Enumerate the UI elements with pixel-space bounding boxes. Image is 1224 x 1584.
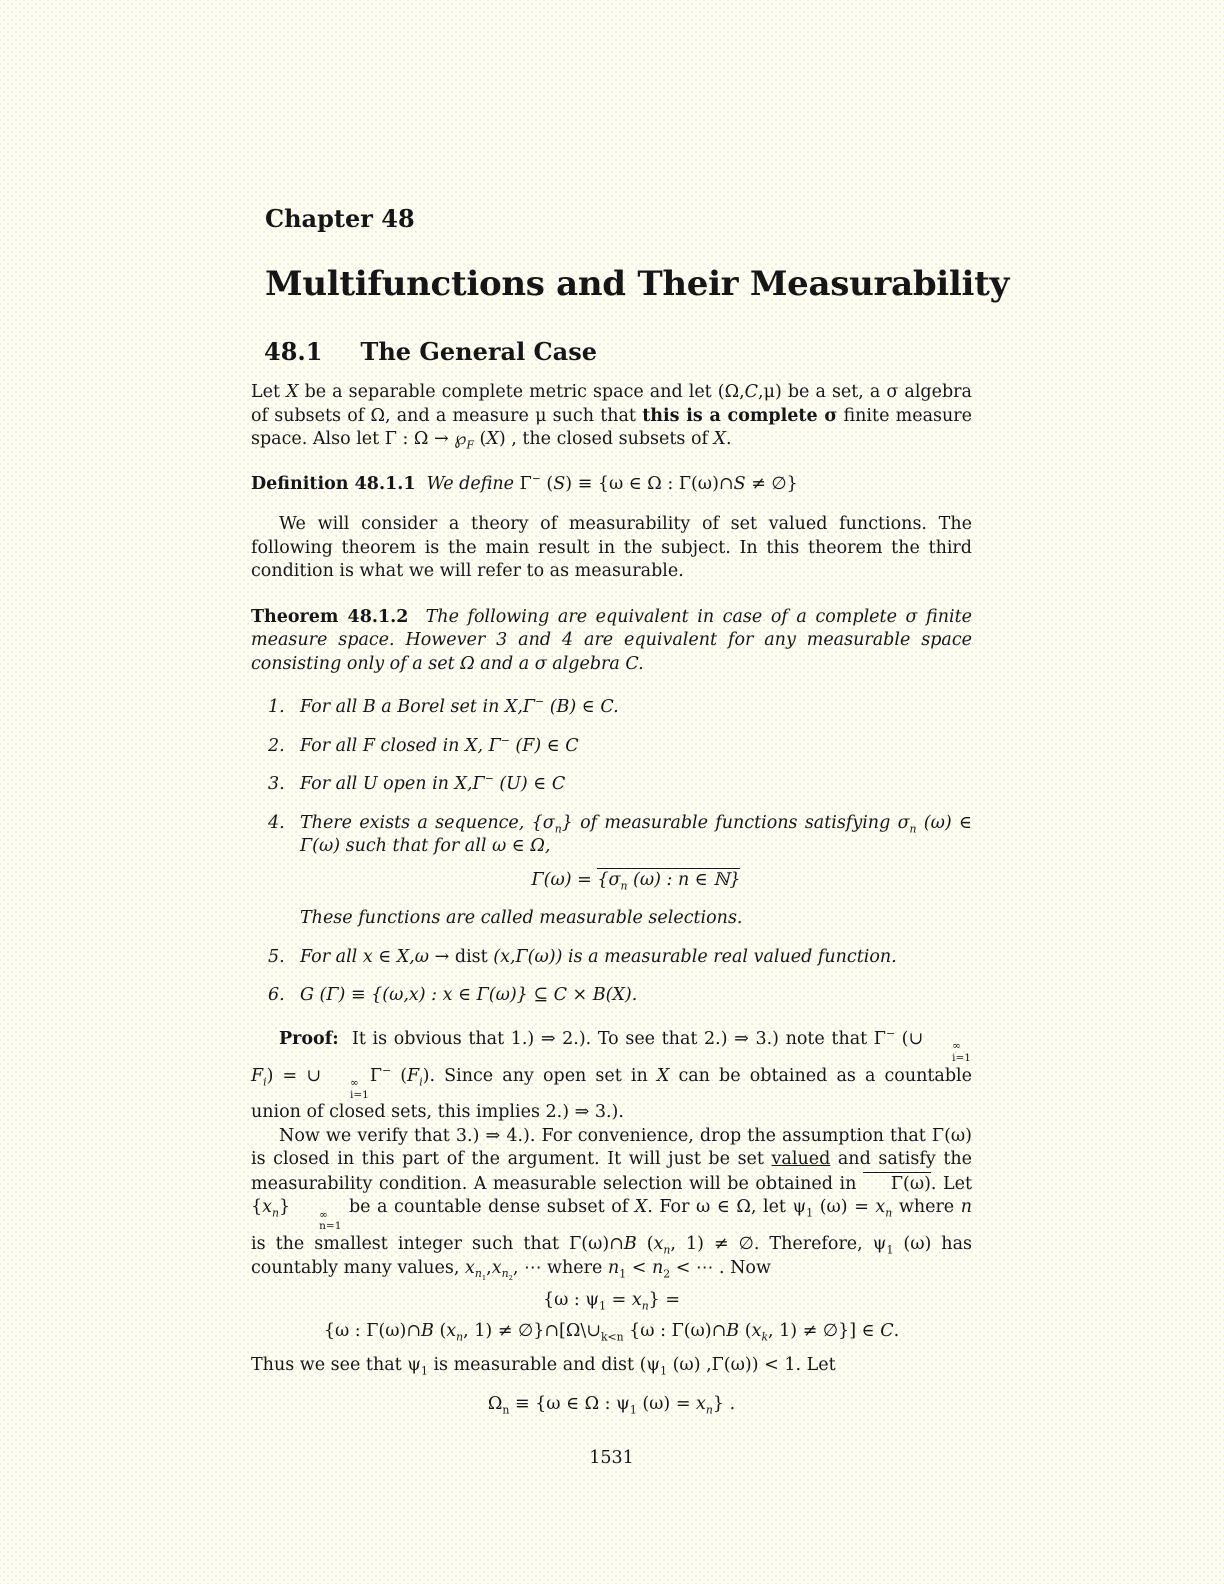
equation-omega-n: $\Omega_n \equiv \{\omega$ ∈ Ω : $\psi_1$ $(\omega) = x_n$} . xyxy=(487,1393,736,1417)
list-item-3 xyxy=(251,773,972,797)
equation-psi-set-line-2: {ω : Γ(ω)∩B ($x_n$, $1) \ne \emptyset\}\cap[\Omega\backslash\cup_{k<n}$ {ω : Γ(ω)∩B ($x_k$, 1) ≠ ∅}] ∈ C. xyxy=(323,1320,900,1344)
definition-label: Definition 48.1.1 xyxy=(251,473,416,494)
chapter-title: Multifunctions and Their Measurability xyxy=(265,263,1010,304)
definition-body: We define Γ− (S) ≡ {ω ∈ Ω : Γ(ω)∩S ≠ ∅} xyxy=(426,472,798,494)
list-item-1-text: For all B a Borel set in X,Γ− (B) ∈ C. xyxy=(300,695,619,718)
page-number: 1531 xyxy=(589,1448,634,1469)
list-item-5-number: 5. xyxy=(268,946,285,967)
content-column xyxy=(251,0,1010,1471)
list-item-1 xyxy=(251,696,972,720)
list-item-6-number: 6. xyxy=(268,985,285,1006)
discussion-paragraph: We will consider a theory of measurability of set valued functions. The following theorem is the main result in the subject. In this theorem the third condition is what we will refer to as measurable. xyxy=(251,514,972,582)
list-item-4-text xyxy=(300,812,972,931)
proof-paragraph-3: Thus we see that $\psi_1$ is measurable and dist ($\psi_1$ (ω) ,Γ(ω)) < 1. Let xyxy=(251,1355,836,1378)
list-item-6-text: G (Γ) ≡ {(ω,x) : x ∈ Γ(ω)} ⊆ C × B(X). xyxy=(300,985,638,1006)
list-item-4-lead: There exists a sequence, $\{\sigma_n\}$ of measurable functions satisfying $\sigma_n$ (ω) ∈ Γ(ω) such that for all ω ∈ Ω, xyxy=(300,812,972,857)
equation-psi-set-line-1: {ω : $\psi_1 = x_n$} = xyxy=(542,1290,681,1313)
list-item-5 xyxy=(251,946,972,970)
section-number: 48.1 xyxy=(264,336,323,366)
list-item-3-number: 3. xyxy=(268,774,285,795)
list-item-6 xyxy=(251,984,972,1008)
proof-paragraph-2: Now we verify that 3.) ⇒ 4.). For convenience, drop the assumption that Γ(ω) is closed in this part of the argument. It will just be set valued and satisfy the measurability condition. A measurable selection will be obtained in Γ(ω). Let $\{x_n\}$ ∞ n=1 be a countable dense subset of X. For ω ∈ Ω, let $\psi_1$ $(\omega) = x_n$ where n is the smallest integer such that Γ(ω)∩B ($x_n$, 1) ≠ ∅. Therefore, $\psi_1$ (ω) has countably many values, $x_{n_1},x_{n_2}$, ⋯ where $n_1 < n_2$ < ⋯ . Now xyxy=(251,1125,973,1283)
chapter-label: Chapter 48 xyxy=(265,204,415,233)
measurable-selections-note: These functions are called measurable selections. xyxy=(300,908,743,929)
proof-label: Proof: xyxy=(279,1028,339,1049)
section-title: The General Case xyxy=(360,336,597,366)
list-item-2 xyxy=(251,735,972,759)
list-item-4-number: 4. xyxy=(268,812,285,833)
proof-body-1: It is obvious that 1.) ⇒ 2.). To see that 2.) ⇒ 3.) note that Γ− (∪ ∞ i=1 $F_i$) = ∪ ∞ i=1 Γ− $(F_i)$. Since any open set in X can be obtained as a countable union of closed sets, this implies 2.) ⇒ 3.). xyxy=(251,1027,973,1123)
section-heading xyxy=(264,338,972,367)
list-item-5-text: For all x ∈ X,ω → dist (x,Γ(ω)) is a measurable real valued function. xyxy=(300,946,897,967)
theorem-label: Theorem 48.1.2 xyxy=(251,606,409,627)
list-item-1-number: 1. xyxy=(268,697,285,718)
list-item-4 xyxy=(251,812,972,931)
list-item-2-number: 2. xyxy=(268,735,285,756)
definition-paragraph xyxy=(251,473,972,497)
theorem-body: The following are equivalent in case of a complete σ finite measure space. However 3 and 4 are equivalent for any measurable space consisting only of a set Ω and a σ algebra C. xyxy=(251,606,972,674)
intro-paragraph: Let X be a separable complete metric space and let (Ω,C,μ) be a set, a σ algebra of subsets of Ω, and a measure μ such that this is a complete σ finite measure space. Also let Γ : $\Omega \to ℘_F$ (X) , the closed subsets of X. xyxy=(251,382,972,452)
theorem-condition-list xyxy=(251,696,972,1008)
list-item-2-text: For all F closed in X, Γ− (F) ∈ C xyxy=(300,734,579,756)
list-item-3-text: For all U open in X,Γ− (U) ∈ C xyxy=(300,772,566,795)
measurable-selection-equation: $\Gamma(\omega) = \{\sigma_n$ (ω) : n ∈ ℕ} xyxy=(531,869,741,893)
theorem-paragraph xyxy=(251,606,972,677)
proof-paragraph-1 xyxy=(251,1028,972,1125)
